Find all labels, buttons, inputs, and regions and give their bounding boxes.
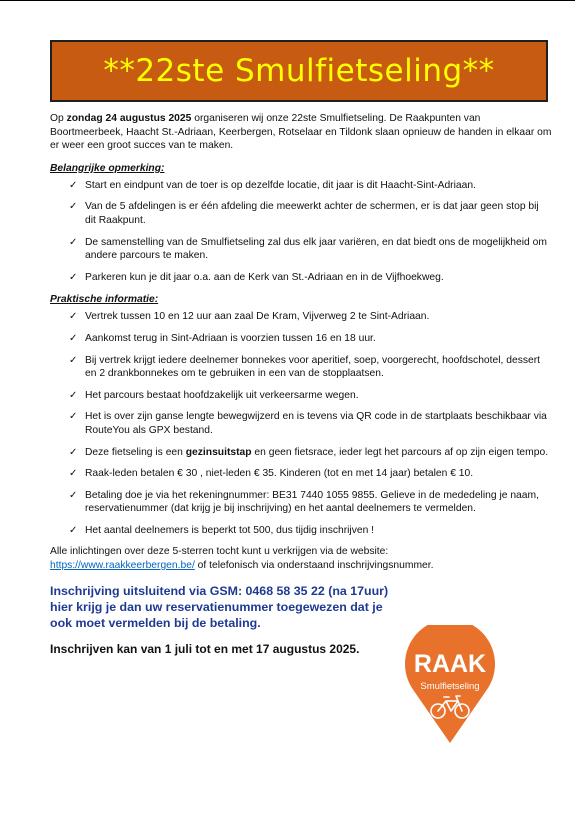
check-icon: ✓ [69, 389, 78, 401]
intro-text: organiseren wij onze 22ste Smulfietseling. De Raakpunten van Boortmeerbeek, Haacht St.-Adriaan, Keerbergen, Rotselaar en Tildonk slaan opnieuw de handen in elkaar om er weer een groot succes van te maken. [50, 113, 552, 152]
list-item: ✓ Start en eindpunt van de toer is op dezelfde locatie, dit jaar is dit Haacht-Sint-Adriaan. [69, 179, 476, 191]
check-icon: ✓ [69, 468, 78, 480]
check-icon: ✓ [69, 311, 78, 323]
list-item: ✓ De samenstelling van de Smulfietseling zal dus elk jaar variëren, en dat biedt ons de mogelijkheid om andere parcours te maken. [69, 236, 547, 262]
event-date: zondag 24 augustus 2025 [66, 113, 192, 124]
list-item: ✓ Bij vertrek krijgt iedere deelnemer bonnekes voor aperitief, soep, voorgerecht, hoofdschotel, dessert en 2 drankbonnekes om te gebruiken in een van de stopplaatsen. [69, 354, 541, 380]
practical-heading: Praktische informatie: [50, 294, 159, 306]
check-icon: ✓ [69, 271, 78, 283]
list-item: ✓ Deze fietseling is een gezinsuitstap en geen fietsrace, ieder legt het parcours af op zijn eigen tempo. [69, 446, 549, 458]
list-item: ✓ Het parcours bestaat hoofdzakelijk uit verkeersarme wegen. [69, 389, 359, 401]
registration-notice: Inschrijving uitsluitend via GSM: 0468 58 35 22 (na 17uur) hier krijg je dan uw reservatienummer toegewezen dat je ook moet vermelden bij de betaling. [50, 583, 389, 630]
intro-paragraph [50, 112, 552, 153]
list-item: ✓ Vertrek tussen 10 en 12 uur aan zaal De Kram, Vijverweg 2 te Sint-Adriaan. [69, 311, 430, 323]
list-item: ✓ Het is over zijn ganse lengte bewegwijzerd en is tevens via QR code in de startplaats beschikbaar via RouteYou als GPX bestand. [69, 411, 547, 436]
logo-brand: RAAK [413, 650, 487, 678]
practical-list [50, 310, 552, 537]
list-item: ✓ Aankomst terug in Sint-Adriaan is voorzien tussen 16 en 18 uur. [69, 332, 376, 344]
website-link[interactable]: https://www.raakkeerbergen.be/ [50, 560, 195, 572]
remarks-heading: Belangrijke opmerking: [50, 162, 165, 174]
remarks-list [50, 179, 552, 285]
list-item: ✓ Het aantal deelnemers is beperkt tot 500, dus tijdig inschrijven ! [69, 524, 375, 536]
logo-subtitle: Smulfietseling [420, 681, 480, 692]
title-banner [50, 40, 548, 102]
list-item: ✓ Betaling doe je via het rekeningnummer: BE31 7440 1055 9855. Gelieve in de mededeling je naam, reservatienummer (dat krijg je bij inschrijving) en het aantal deelnemers te vermelden. [69, 489, 539, 515]
flyer [50, 40, 552, 656]
banner-title: **22ste Smulfietseling** [103, 53, 495, 89]
check-icon: ✓ [69, 179, 78, 191]
raak-logo [405, 625, 495, 745]
check-icon: ✓ [69, 354, 78, 366]
list-item: ✓ Van de 5 afdelingen is er één afdeling die meewerkt achter de schermen, er is dat jaar geen stop bij dit Raakpunt. [69, 201, 539, 226]
check-icon: ✓ [69, 201, 78, 213]
check-icon: ✓ [69, 446, 78, 458]
list-item: ✓ Parkeren kun je dit jaar o.a. aan de Kerk van St.-Adriaan en in de Vijfhoekweg. [69, 271, 444, 283]
list-item: ✓ Raak-leden betalen € 30 , niet-leden € 35. Kinderen (tot en met 14 jaar) betalen € 10. [69, 468, 474, 480]
check-icon: ✓ [69, 411, 78, 423]
registration-period: Inschrijven kan van 1 juli tot en met 17 augustus 2025. [50, 641, 360, 656]
intro-prefix: Op [50, 113, 67, 124]
check-icon: ✓ [69, 524, 78, 536]
check-icon: ✓ [69, 489, 78, 501]
check-icon: ✓ [69, 332, 78, 344]
top-border-line [0, 0, 575, 1]
check-icon: ✓ [69, 236, 78, 248]
info-paragraph: Alle inlichtingen over deze 5-sterren tocht kunt u verkrijgen via de website: https://www.raakkeerbergen.be/ of telefonisch via onderstaand inschrijvingsnummer. [50, 546, 434, 572]
